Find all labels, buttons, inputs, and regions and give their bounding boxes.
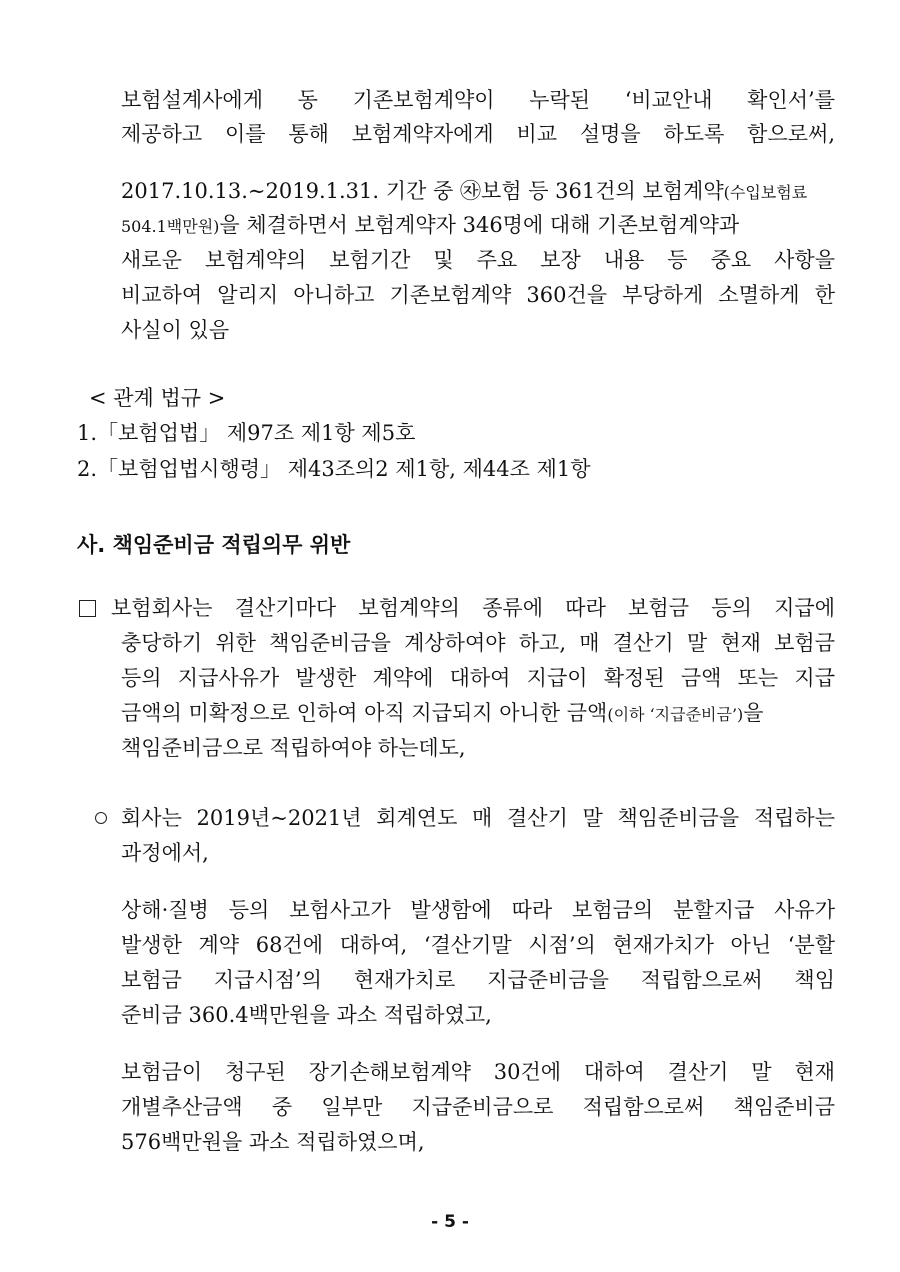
fact-line-1 — [121, 177, 835, 207]
fact-line-1-small: (수입보험료 — [723, 183, 808, 202]
fact-line-2 — [121, 211, 835, 241]
detail2-line-1: 보험금이 청구된 장기손해보험계약 30건에 대하여 결산기 말 현재 — [121, 1060, 835, 1084]
section-title: 사. 책임준비금 적립의무 위반 — [77, 533, 351, 557]
fact-line-2-small: 504.1백만원) — [121, 217, 220, 236]
fact-line-4: 비교하여 알리지 아니하고 기존보험계약 360건을 부당하게 소멸하게 한 — [121, 283, 835, 307]
fact-line-1-main: 2017.10.13.∼2019.1.31. 기간 중 ㉶보험 등 361건의 보험계약 — [121, 179, 724, 203]
detail1-line-4: 준비금 360.4백만원을 과소 적립하였고, — [121, 1003, 492, 1027]
circle-bullet-icon — [95, 812, 107, 824]
rule-line-1: 보험회사는 결산기마다 보험계약의 종류에 따라 보험금 등의 지급에 — [111, 596, 835, 620]
rule-line-4-main: 금액의 미확정으로 인하여 아직 지급되지 아니한 금액 — [121, 701, 608, 725]
finding-line-2: 과정에서, — [121, 841, 209, 865]
fact-line-5: 사실이 있음 — [121, 318, 230, 342]
rule-line-4 — [121, 699, 835, 729]
rule-line-5: 책임준비금으로 적립하여야 하는데도, — [121, 736, 466, 760]
detail1-line-3: 보험금 지급시점’의 현재가치로 지급준비금을 적립함으로써 책임 — [121, 968, 835, 992]
rule-line-4-tail: 을 — [743, 701, 764, 725]
rule-line-2: 충당하기 위한 책임준비금을 계상하여야 하고, 매 결산기 말 현재 보험금 — [121, 631, 835, 655]
fact-line-3: 새로운 보험계약의 보험기간 및 주요 보장 내용 등 중요 사항을 — [121, 248, 835, 272]
law-item-2: 2.「보험업법시행령」 제43조의2 제1항, 제44조 제1항 — [77, 457, 591, 481]
finding-line-1: 회사는 2019년~2021년 회계연도 매 결산기 말 책임준비금을 적립하는 — [121, 806, 835, 830]
law-item-1: 1.「보험업법」 제97조 제1항 제5호 — [77, 421, 416, 445]
rule-line-3: 등의 지급사유가 발생한 계약에 대하여 지급이 확정된 금액 또는 지급 — [121, 666, 835, 690]
detail1-line-1: 상해·질병 등의 보험사고가 발생함에 따라 보험금의 분할지급 사유가 — [121, 898, 835, 922]
checkbox-bullet-icon — [79, 600, 96, 617]
laws-header: < 관계 법규 > — [89, 386, 226, 410]
page-number: - 5 - — [431, 1212, 469, 1232]
intro-line-1: 보험설계사에게 동 기존보험계약이 누락된 ‘비교안내 확인서’를 — [121, 88, 835, 112]
detail2-line-2: 개별추산금액 중 일부만 지급준비금으로 적립함으로써 책임준비금 — [121, 1095, 835, 1119]
detail2-line-3: 576백만원을 과소 적립하였으며, — [121, 1130, 425, 1154]
rule-line-4-small: (이하 ‘지급준비금’) — [607, 705, 744, 724]
intro-line-2: 제공하고 이를 통해 보험계약자에게 비교 설명을 하도록 함으로써, — [121, 122, 835, 146]
fact-line-2-main: 을 체결하면서 보험계약자 346명에 대해 기존보험계약과 — [219, 213, 740, 237]
detail1-line-2: 발생한 계약 68건에 대하여, ‘결산기말 시점’의 현재가치가 아닌 ‘분할 — [121, 933, 835, 957]
